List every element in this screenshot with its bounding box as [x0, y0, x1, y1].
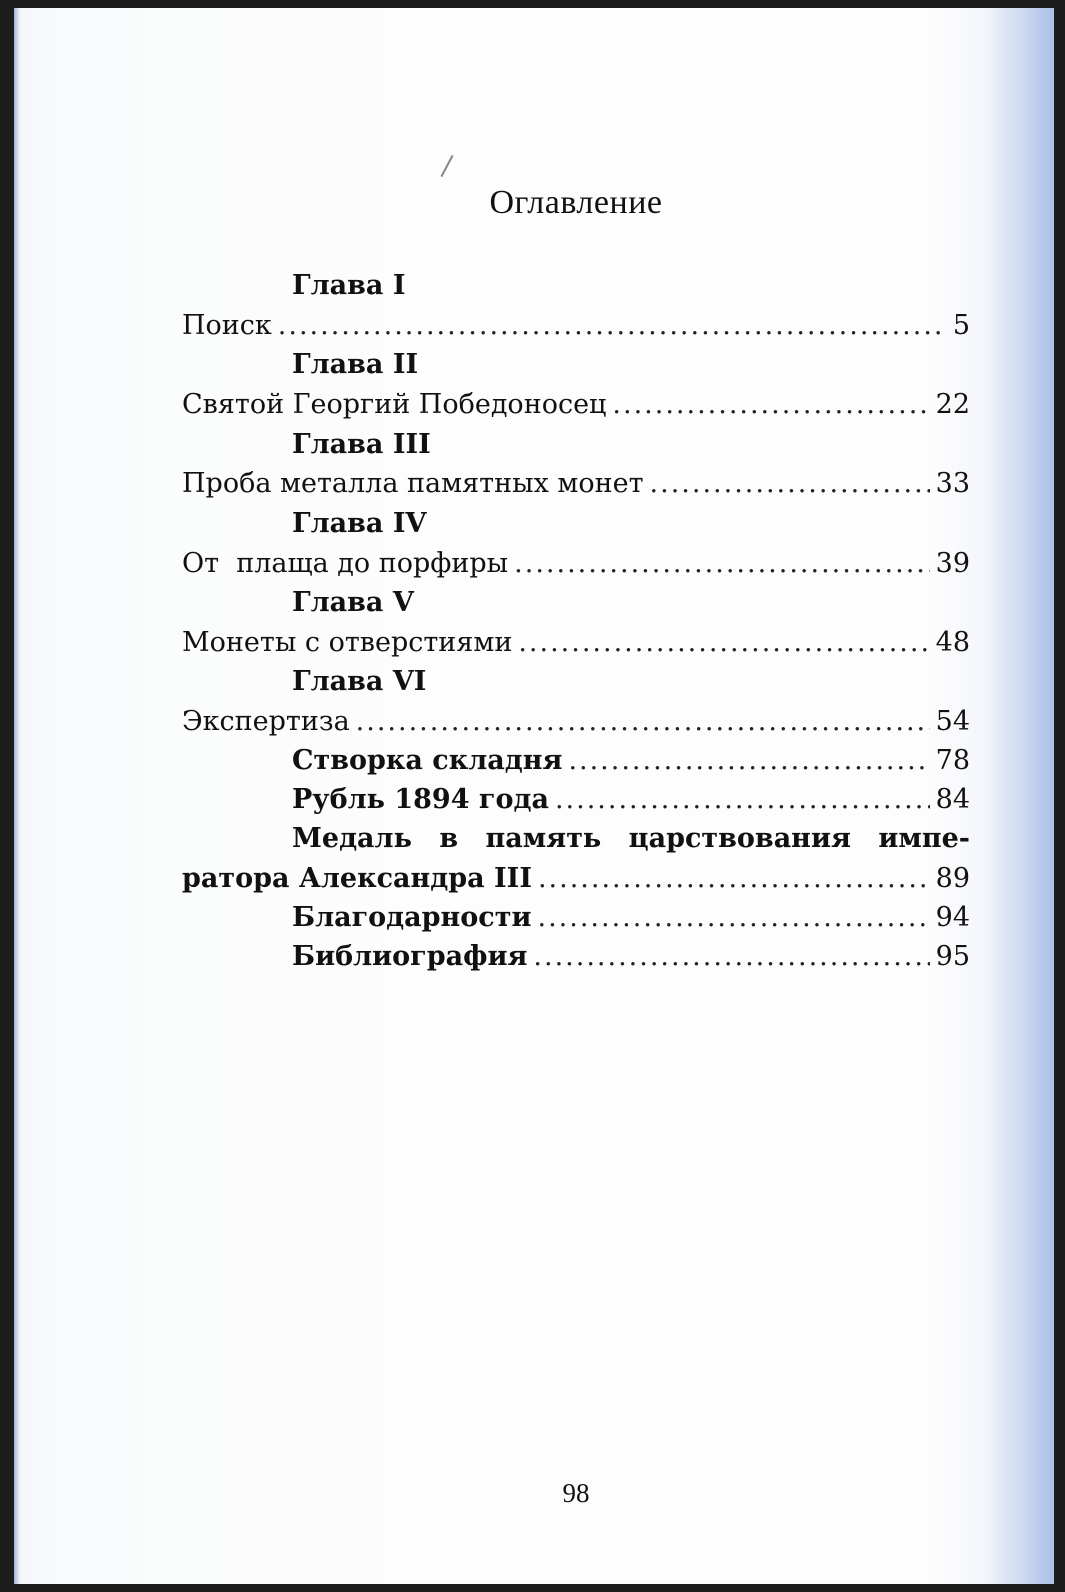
- stray-pen-mark: [440, 155, 453, 177]
- chapter-heading-5: Глава V: [292, 587, 414, 618]
- toc-entry-label: Поиск: [182, 310, 272, 341]
- toc-section-1[interactable]: [292, 745, 970, 781]
- toc-entry-6[interactable]: [182, 706, 970, 742]
- toc-section-page: 89: [935, 863, 970, 894]
- toc-entry-label: От плаща до порфиры: [182, 548, 509, 579]
- toc-section-2[interactable]: [292, 784, 970, 820]
- toc-entry-page: 22: [935, 389, 970, 420]
- toc-entry-page: 5: [952, 310, 970, 341]
- toc-entry-4[interactable]: [182, 548, 970, 584]
- toc-entry-page: 54: [935, 706, 970, 737]
- toc-entry-label: Проба металла памятных монет: [182, 468, 644, 499]
- toc-entry-2[interactable]: [182, 389, 970, 425]
- chapter-heading-2: Глава II: [292, 349, 419, 380]
- toc-section-3-line-2[interactable]: [182, 863, 970, 899]
- toc-entry-1[interactable]: [182, 310, 970, 346]
- toc-word: в: [439, 823, 459, 854]
- dot-leader: [568, 745, 929, 776]
- dot-leader: [278, 310, 947, 341]
- chapter-heading-6: Глава VI: [292, 666, 427, 697]
- dot-leader: [538, 902, 930, 933]
- toc-word: Медаль: [292, 823, 412, 854]
- chapter-heading-4: Глава IV: [292, 508, 427, 539]
- toc-entry-label: Святой Георгий Победоносец: [182, 389, 607, 420]
- toc-section-label: ратора Александра III: [182, 863, 532, 894]
- toc-entry-page: 39: [935, 548, 970, 579]
- toc-word: импе-: [878, 823, 970, 854]
- toc-section-5[interactable]: [292, 941, 970, 977]
- toc-section-page: 78: [935, 745, 970, 776]
- toc-entry-page: 48: [935, 627, 970, 658]
- chapter-heading-1: Глава I: [292, 270, 406, 301]
- toc-entry-3[interactable]: [182, 468, 970, 504]
- toc-section-3-line-1[interactable]: [292, 823, 970, 854]
- toc-entry-5[interactable]: [182, 627, 970, 663]
- dot-leader: [555, 784, 930, 815]
- dot-leader: [533, 941, 929, 972]
- dot-leader: [518, 627, 929, 658]
- toc-section-4[interactable]: [292, 902, 970, 938]
- dot-leader: [538, 863, 930, 894]
- toc-section-page: 84: [935, 784, 970, 815]
- toc-section-page: 95: [935, 941, 970, 972]
- toc-entry-page: 33: [935, 468, 970, 499]
- chapter-heading-3: Глава III: [292, 429, 431, 460]
- toc-section-page: 94: [935, 902, 970, 933]
- toc-section-label: Благодарности: [292, 902, 532, 933]
- toc-section-label: Рубль 1894 года: [292, 784, 549, 815]
- toc-title: Оглавление: [489, 184, 663, 221]
- dot-leader: [356, 706, 930, 737]
- paper-page: [14, 8, 1054, 1584]
- dot-leader: [514, 548, 929, 579]
- toc-entry-label: Экспертиза: [182, 706, 350, 737]
- dot-leader: [612, 389, 929, 420]
- toc-entry-label: Монеты с отверстиями: [182, 627, 513, 658]
- toc-section-label: Библиография: [292, 941, 528, 972]
- dot-leader: [650, 468, 930, 499]
- toc-section-label: Створка складня: [292, 745, 563, 776]
- toc-word: царствования: [628, 823, 851, 854]
- toc-word: память: [485, 823, 602, 854]
- page-number: 98: [562, 1478, 590, 1508]
